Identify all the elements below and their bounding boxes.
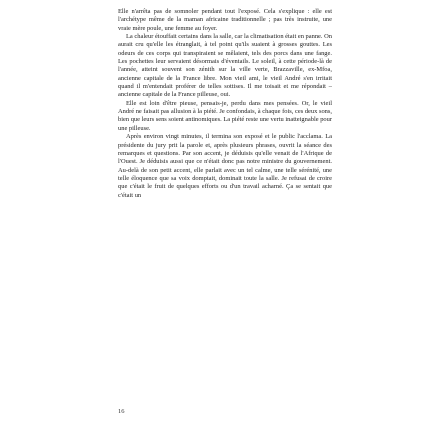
paragraph-3: Elle est loin d'être pieuse, pensais-je, perdu dans mes pensées. Or, le vieil André ne faisait pas allusion à la piété. Je confondais, à chaque fois, ces deux sons, bien que leurs sens soient antinomiques. La piété reste une vertu inatteignable pour une pilleuse. xyxy=(118,99,332,132)
paragraph-4: Après environ vingt minutes, il termina son exposé et le public l'acclama. La présidente du jury prit la parole et, après plusieurs phrases, ouvrit la séance des remarques et questions. Par son accent, je déduisis qu'elle venait de l'Afrique de l'Ouest. Je déduisis aussi que ce n'était donc pas notre ministre du gouvernement. Au-delà de son petit accent, elle parlait avec un tel calme, une telle sérénité, une telle éloquence que sa voix domptait, dominait toute la salle. Je refusai de croire que c'était le fruit de quelques efforts ou d'un travail acharné. Ça se sentait que c'était un xyxy=(118,133,332,199)
paragraph-1: Elle n'arrêta pas de somnoler pendant tout l'exposé. Cela s'explique : elle est l'archétype même de la maman africaine traditionnelle ; pas très instruite, une vraie mère poule, une femme au foyer. xyxy=(118,8,332,32)
paragraph-2: La chaleur étouffait certains dans la salle, car la climatisation était en panne. On aurait cru qu'elle les étranglait, à tel point qu'ils suaient à grosses gouttes. Les odeurs de ces corps qui transpiraient se mêlaient, tels des porcs dans une fange. Les pochettes leur servaient désormais d'éventails. Le soleil, à cette période-là de l'année, atteint souvent son zénith sur la ville verte, Brazzaville, ex-Mfoa, ancienne capitale de la France libre. Mon vieil ami, le vieil André s'en irritait quand il m'entendait proférer de telles sottises. Il me toisait et me répondait – ancienne capitale de la France pilleuse, oui. xyxy=(118,33,332,99)
body-text xyxy=(118,8,332,200)
page-number: 16 xyxy=(118,408,125,415)
